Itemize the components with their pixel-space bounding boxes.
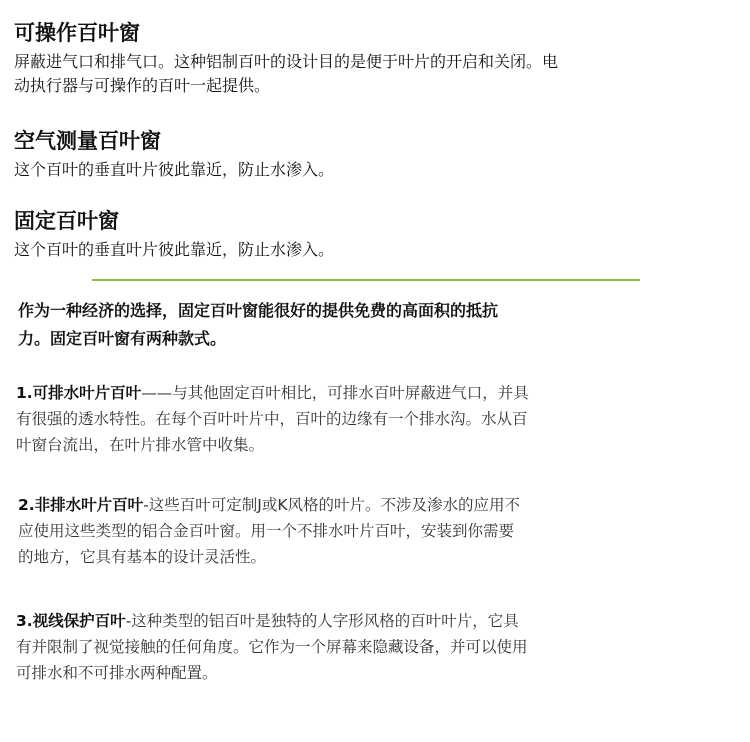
style-text: -这些百叶可定制J或K风格的叶片。不涉及渗水的应用不: [143, 496, 521, 514]
style-line: [16, 380, 750, 406]
section-text-line: 动执行器与可操作的百叶一起提供。: [14, 76, 271, 95]
intro-line: 作为一种经济的选择，固定百叶窗能很好的提供免费的高面积的抵抗: [18, 301, 499, 320]
style-item-non-drainable: [18, 492, 750, 570]
style-text: ——与其他固定百叶相比，可排水百叶屏蔽进气口，并具: [141, 384, 529, 402]
style-label: 3.视线保护百叶: [16, 612, 126, 630]
style-line: 的地方，它具有基本的设计灵活性。: [18, 548, 267, 566]
section-air-measuring-louver: [14, 128, 750, 182]
section-fixed-louver: [14, 208, 750, 262]
style-line: 有并限制了视觉接触的任何角度。它作为一个屏幕来隐藏设备，并可以使用: [16, 638, 528, 656]
style-line: 叶窗台流出，在叶片排水管中收集。: [16, 436, 265, 454]
style-line: 有很强的透水特性。在每个百叶叶片中，百叶的边缘有一个排水沟。水从百: [16, 410, 528, 428]
section-title: 可操作百叶窗: [14, 21, 140, 45]
style-line: [18, 492, 750, 518]
style-line: 可排水和不可排水两种配置。: [16, 664, 218, 682]
section-text-line: 这个百叶的垂直叶片彼此靠近，防止水渗入。: [14, 240, 335, 259]
style-line: [16, 608, 750, 634]
green-divider: [92, 279, 640, 281]
section-title: 空气测量百叶窗: [14, 129, 161, 153]
style-item-sight-proof: [16, 608, 750, 686]
style-label: 2.非排水叶片百叶: [18, 496, 144, 514]
section-operable-louver: [14, 20, 750, 98]
style-line: 应使用这些类型的铝合金百叶窗。用一个不排水叶片百叶，安装到你需要: [18, 522, 515, 540]
section-text-line: 屏蔽进气口和排气口。这种铝制百叶的设计目的是便于叶片的开启和关闭。电: [14, 52, 559, 71]
style-item-drainable: [16, 380, 750, 458]
style-text: -这种类型的铝百叶是独特的人字形风格的百叶叶片，它具: [125, 612, 519, 630]
intro-line: 力。固定百叶窗有两种款式。: [18, 329, 227, 348]
intro-paragraph: [18, 297, 750, 353]
style-label: 1.可排水叶片百叶: [16, 384, 142, 402]
section-title: 固定百叶窗: [14, 209, 119, 233]
section-text-line: 这个百叶的垂直叶片彼此靠近，防止水渗入。: [14, 160, 335, 179]
